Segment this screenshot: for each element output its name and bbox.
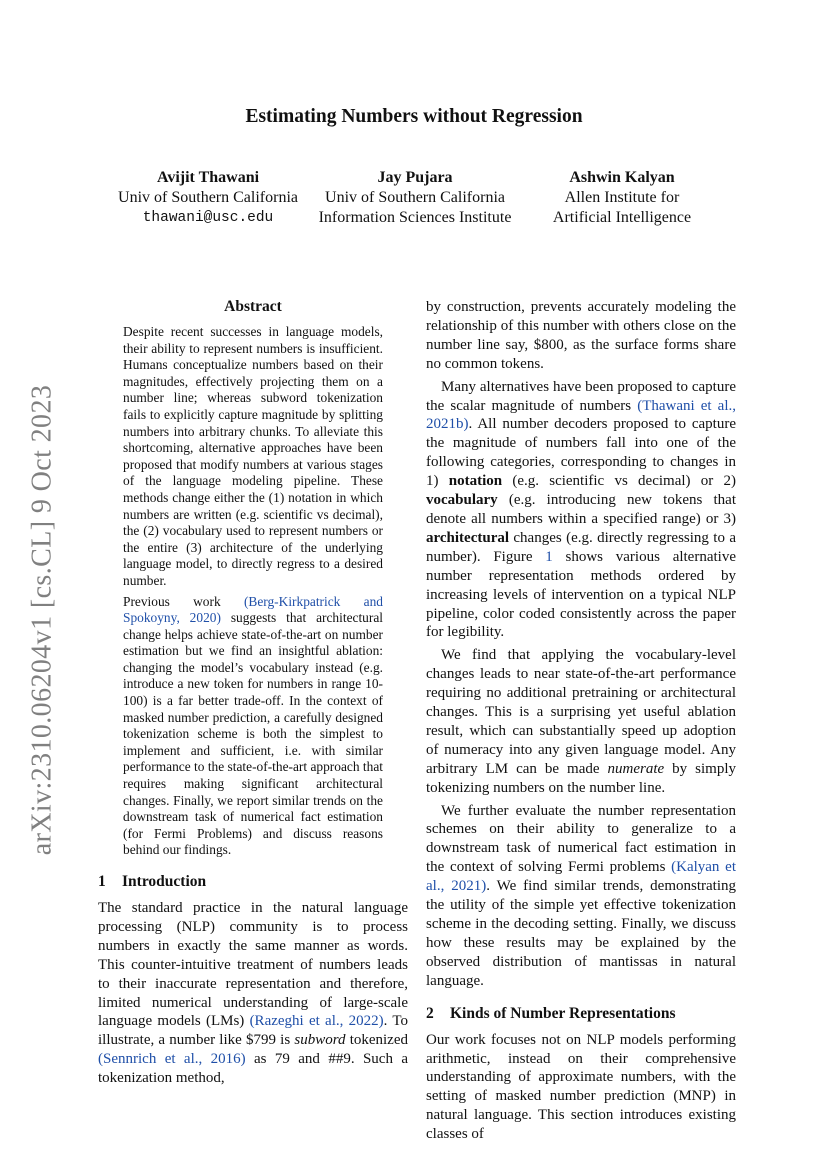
body-text: . We find similar trends, demonstrating the utility of the simple yet effective tokenization scheme in the decoding setting. Finally, we discuss how these results may be explained by the observed distribution of mantissas in natural language. (426, 878, 736, 989)
introduction-section (98, 873, 408, 1088)
body-text: (e.g. scientific vs decimal) or 2) (502, 473, 736, 490)
author-affiliation-2: Information Sciences Institute (318, 209, 512, 226)
section-number: 1 (98, 873, 106, 890)
abstract (98, 298, 408, 859)
intro-paragraph-3 (426, 646, 736, 797)
author-name: Avijit Thawani (156, 169, 260, 186)
citation-link[interactable]: (Kalyan et al., 2021) (426, 859, 736, 895)
author-affiliation: Univ of Southern California (325, 189, 505, 206)
body-text: changes (e.g. directly regressing to a number). Figure (426, 529, 736, 565)
section-heading-introduction (98, 873, 408, 891)
body-text: by simply tokenizing numbers on the number line. (426, 760, 737, 796)
body-text: . All number decoders proposed to capture the magnitude of numbers fall into one of the following categories, corresponding to changes in 1) (426, 416, 736, 490)
bold-term: notation (448, 473, 503, 490)
author-1 (112, 168, 304, 228)
section-heading-kinds (426, 1005, 736, 1023)
author-affiliation-2: Artificial Intelligence (552, 209, 692, 226)
body-text: We find that applying the vocabulary-level changes leads to near state-of-the-art performance requiring no additional pretraining or architectural changes. This is a surprising yet useful ablation result, which can substantially speed up adoption of numeracy into any given language model. Any arbitrary LM can be made (426, 647, 736, 777)
citation-link[interactable]: (Thawani et al., 2021b) (426, 397, 736, 433)
abstract-paragraph-2 (98, 594, 408, 860)
author-name: Jay Pujara (377, 169, 453, 186)
arxiv-identifier (24, 370, 60, 870)
body-text: (e.g. introducing new tokens that denote all numbers within a specified range) or 3) (426, 492, 736, 527)
abstract-text: Previous work (123, 593, 244, 609)
emphasis-text: numerate (607, 760, 665, 777)
intro-paragraph-1 (98, 899, 408, 1088)
section-number: 2 (426, 1004, 434, 1022)
abstract-heading: Abstract (224, 298, 282, 315)
arxiv-identifier-text: arXiv:2310.06204v1 [cs.CL] 9 Oct 2023 (26, 384, 58, 856)
intro-paragraph-4 (426, 802, 736, 991)
body-text: . To illustrate, a number like $799 is (98, 1013, 408, 1049)
section2-paragraph-1: Our work focuses not on NLP models performing arithmetic, instead on their comprehensive understanding of approximate numbers, with the setting of masked number prediction (MNP) in natural language. This section introduces existing classes of (426, 1031, 736, 1143)
citation-link[interactable]: (Razeghi et al., 2022) (249, 1013, 384, 1030)
citation-link[interactable]: (Sennrich et al., 2016) (98, 1051, 246, 1068)
body-text: tokenized (345, 1032, 409, 1049)
section-title: Kinds of Number Representations (450, 1004, 676, 1022)
author-name: Ashwin Kalyan (569, 169, 675, 186)
author-3 (540, 168, 704, 228)
abstract-paragraph-1: Despite recent successes in language models, their ability to represent numbers is insufficient. Humans conceptualize numbers based on their magnitudes, effectively projecting them on a number line; whereas subword tokenization fails to explicitly capture magnitude by splitting numbers into arbitrary chunks. To alleviate this shortcoming, alternative approaches have been proposed that modify numbers at various stages of the language modeling pipeline. These methods change either the (1) notation in which numbers are written (e.g. scientific vs decimal), the (2) vocabulary used to represent numbers or the entire (3) architecture of the underlying language model, to directly regress to a desired number. (123, 324, 383, 588)
author-affiliation: Univ of Southern California (118, 189, 298, 206)
abstract-text: suggests that architectural change helps achieve state-of-the-art on number estimation but we find an insightful ablation: changing the model’s vocabulary instead (e.g. introduce a new token for numbers in range 10-100) is a far better trade-off. In the context of masked number prediction, a carefully designed tokenization scheme is both the simplest to implement and sufficient, i.e. with similar performance to the state-of-the-art approach that requires making significant architectural changes. Finally, we report similar trends on the downstream task of numerical fact estimation (for Fermi Problems) and discuss reasons behind our findings. (123, 610, 383, 858)
author-affiliation: Allen Institute for (564, 189, 680, 206)
body-text: Many alternatives have been proposed to capture the scalar magnitude of numbers (426, 378, 736, 414)
emphasis-text: subword (294, 1032, 346, 1049)
right-column (426, 298, 736, 1148)
left-column (98, 298, 408, 1092)
section-title: Introduction (122, 873, 207, 890)
body-text: The standard practice in the natural language processing (NLP) community is to process numbers in exactly the same manner as words. This counter-intuitive treatment of numbers leads to their inaccurate representation and therefore, limited numerical understanding of large-scale language models (LMs) (98, 900, 408, 1030)
intro-paragraph-continued: by construction, prevents accurately modeling the relationship of this number with others close on the number line say, $800, as the surface forms share no common tokens. (426, 299, 736, 372)
intro-paragraph-2 (426, 378, 736, 643)
author-email: thawani@usc.edu (142, 210, 274, 226)
body-text: shows various alternative number representation methods ordered by increasing levels of intervention on a typical NLP pipeline, color coded consistently across the paper for legibility. (426, 548, 736, 641)
author-2 (311, 168, 519, 228)
bold-term: architectural (426, 529, 510, 546)
figure-link[interactable]: 1 (545, 548, 553, 565)
citation-link[interactable]: (Berg-Kirkpatrick and Spokoyny, 2020) (123, 593, 383, 626)
paper-title: Estimating Numbers without Regression (245, 106, 583, 127)
body-text: We further evaluate the number representation schemes on their ability to generalize to a downstream task of numerical fact estimation in the context of solving Fermi problems (426, 802, 736, 876)
body-text: as 79 and ##9. Such a tokenization method, (98, 1051, 408, 1087)
bold-term: vocabulary (426, 492, 498, 509)
